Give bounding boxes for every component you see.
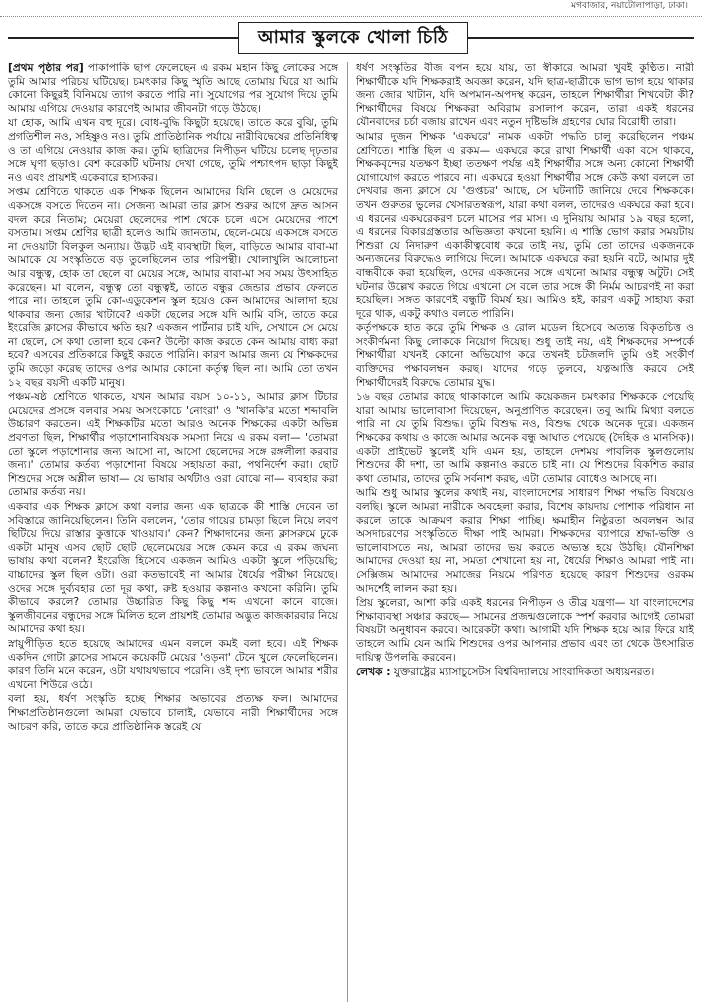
paragraph: যা হোক, আমি এখন বহু দূরে। বোধ-বুদ্ধি কিছুটা হয়েছে। তাতে করে বুঝি, তুমি প্রগতিশীল নও, সহিষ্ণুও নও। তুমি প্রাতিষ্ঠানিক পর্যায়ে নারীবিদ্বেষের প্রতিনিধিত্ব ও তা এগিয়ে নেওয়ার কাজ কর। তুমি ছাত্রিদের নিপীড়ন ঘটিয়ে চলেছ দৃঢ়তার সঙ্গে ঘৃণা ছড়াও। বেশ করেকটি ঘটনায় দেখা গেছে, তুমি পশ্চাৎপদ ছাড়া কিছুই নও এবং প্রায়শই একেবারে হাস্যকর। bbox=[8, 117, 338, 184]
paragraph: ১৬ বছর তোমার কাছে থাকাকালে আমি কয়েকজন চমৎকার শিক্ষককে পেয়েছি যারা আমায় ভালোবাসা দিয়েছেন, অনুপ্রাণিত করেছেন। তবু আমি মিথ্যা বলতে পারি না যে তুমি বিশুদ্ধ। তুমি বিশুদ্ধ নও, বিশুদ্ধ থেকে অনেক দূরে। একজন শিক্ষকের কথায় ও কাজে আমার অনেক বন্ধু আঘাত পেয়েছে (দৈহিক ও মানসিক)। একটা প্রাইভেট স্কুলেই যদি এমন হয়, তাহলে দেশময় পাবলিক স্কুলগুলোয় শিশুদের কী দশা, তা আমি কল্পনাও করতে চাই না। যে শিশুদের বিকশিত করার কথা তোমার, তাদের তুমি সর্বনাশ করছ, এটা তোমার বোধেও আসছে না। bbox=[356, 391, 694, 485]
paragraph: পঞ্চম-ষষ্ঠ শ্রেণিতে থাকতে, যখন আমার বয়স ১০-১১, আমার ক্লাস টিচার মেয়েদের প্রসঙ্গে বলবার সময় অসংকোচে 'নোংরা' ও 'খানকি'র মতো শব্দাবলি উচ্চারণ করতেন। এই শিক্ষকটির মতো আরও অনেক শিক্ষকের একটা অভিন্ন প্রবণতা ছিল, শিক্ষার্থীর পড়াশোনাবিষয়ক সমস্যা নিয়ে এ রকম বলা— 'তোমরা তো স্কুলে পড়াশোনার জন্য আসো না, আসো ছেলেদের সঙ্গে রঙ্গলীলা করবার জন্য।' তোমার কর্তব্য পড়াশোনা বিষয়ে সহায়তা করা, পথনির্দেশ করা। ছোট শিশুদের সঙ্গে অশ্লীল ভাষা— যে ভাষার অর্থটাও ওরা বোঝে না— ব্যবহার করা তোমার কর্তব্য নয়। bbox=[8, 391, 338, 499]
article-title: আমার স্কুলকে খোলা চিঠি bbox=[238, 22, 468, 54]
author-text: যুক্তরাষ্ট্রের ম্যাসাচুসেটস বিশ্ববিদ্যালয়ে সাংবাদিকতা অধ্যয়নরত। bbox=[393, 666, 655, 679]
paragraph: ধর্ষণ সংস্কৃতির বীজ বপন হয়ে যায়, তা স্বীকারে আমরা খুবই কুণ্ঠিত। নারী শিক্ষার্থীকে যদি শিক্ষকরাই অবজ্ঞা করেন, যদি ছাত্র-ছাত্রীকে ভাগ ভাগ হয়ে থাকার জন্য জোর খাটান, যদি অপমান-অপদস্থ করেন, তাহলে শিক্ষার্থীরা শিখবেটা কী? শিক্ষার্থীদের বিষয়ে শিক্ষকরা অবিরাম রসালাপ করেন, তারা একই ধরনের যৌনবাদের চর্চা বজায় রাখেন এবং নতুন দৃষ্টিভঙ্গি গ্রহণের ঘোর বিরোধী তারা। bbox=[356, 62, 694, 129]
paragraph-text: পাকাপাকি ছাপ ফেলেছেন এ রকম মহান কিছু লোকের সঙ্গে তুমি আমার পরিচয় ঘটিয়েছ। চমৎকার কিছু স্মৃতি আছে তোমায় ঘিরে যা আমি কোনো কিছুরই বিনিময়ে ত্যাগ করতে পারি না। সুযোগের পর সুযোগ দিয়ে তুমি আমায় এগিয়ে দেওয়ার কারণেই আমার জীবনটা গড়ে উঠছে। bbox=[8, 62, 338, 115]
paragraph: প্রিয় স্কুলেরা, আশা করি একই ধরনের নিপীড়ন ও তীব্র যন্ত্রণা— যা বাংলাদেশের শিক্ষাব্যবস্থা সঞ্চার করছে— সামনের প্রজন্মগুলোকে স্পর্শ করবার আগেই তোমরা বিষয়টা অনুধাবন করবে। আরেকটা কথা। আগামী যদি শিক্ষক হয়ে আর ফিরে যাই তাহলে আমি যেন আমি শিশুদের ওপর আপনার প্রভাব এবং তা থেকে উৎসারিত দায়িত্ব উপলব্ধি করবেন। bbox=[356, 597, 694, 664]
paragraph bbox=[8, 62, 338, 116]
paragraph: স্নায়ুপীড়িত হতে হয়েছে আমাদের এমন বললে কমই বলা হবে। এই শিক্ষক একদিন গোটা ক্লাসের সামনে কয়েকটি মেয়ের 'ওড়না' টেনে খুলে ফেলেছিলেন। কারণ তিনি মনে করেন, ওটা যথাযথভাবে পরেনি। ওই দৃশ্য ভাবলে আমার শরীর এখনো শিউরে ওঠে। bbox=[8, 637, 338, 691]
author-label: লেখক : bbox=[356, 666, 391, 679]
paragraph: বলা হয়, ধর্ষণ সংস্কৃতি হচ্ছে শিক্ষার অভাবের প্রত্যক্ষ ফল। আমাদের শিক্ষাপ্রতিষ্ঠানগুলো আমরা যেভাবে চালাই, যেভাবে নারী শিক্ষার্থীদের সঙ্গে আচরণ করি, তাতে করে প্রাতিষ্ঠানিক স্তরেই যে bbox=[8, 693, 338, 733]
paragraph: আমার দুজন শিক্ষক 'একঘরে' নামক একটা পদ্ধতি চালু করেছিলেন পঞ্চম শ্রেণিতে। শাস্তি ছিল এ রকম— একঘরে করে রাখা শিক্ষার্থী একা বসে থাকবে, শিক্ষকবৃন্দের যতক্ষণ ইচ্ছা ততক্ষণ পর্যন্ত এই শিক্ষার্থীর সঙ্গে অন্য কোনো শিক্ষার্থী যোগাযোগ করতে পারবে না। একঘরে হওয়া শিক্ষার্থীর সঙ্গে কেউ কথা বললে তা দেখবার জন্য ক্লাসে যে 'গুপ্তচর' আছে, সে ঘটনাটি জানিয়ে দেবে শিক্ষককে। তখন গুরুতর ভুলের খেসারতস্বরূপ, যারা কথা বলল, তাদেরও একঘরে করা হবে। এ ধরনের একঘরেকরণ চলে মাসের পর মাস। এ দুনিয়ায় আমার ১৯ বছর হলো, এ ধরনের বিকারগ্রস্ততার অভিজ্ঞতা কখনো হয়নি। এ শাস্তি ভোগ করার সময়টায় শিশুরা যে নিদারুণ একাকীত্ববোধ করে তাই নয়, তুমি তো তাদের একজনকে অন্যজনের বিরুদ্ধেও লাগিয়ে দিলে। আমাকে একঘরে করা হয়নি বটে, আমার দুই বান্ধবীকে করা হয়েছিল, ওদের একজনের সঙ্গে এখনো আমার বন্ধুত্ব অটুট। সেই ঘটনার উল্লেখ করতে গিয়ে এখনো সে বলে তার সঙ্গে কী নির্মম আচরণই না করা হয়েছিল। সঙ্গত কারণেই বন্ধুটি বিমর্ষ হয়। আমিও হই, কারণ একটু সাহায্য করা দূরে থাক, একটু কথাও বলতে পারিনি। bbox=[356, 130, 694, 320]
paragraph: আমি শুধু আমার স্কুলের কথাই নয়, বাংলাদেশের সাধারণ শিক্ষা পদ্ধতি বিষয়েও বলছি। স্কুলে আমরা নারীকে অবহেলা করার, বিশেষ কায়দায় পোশাক পরিধান না করলে তাকে আক্রমণ করার শিক্ষা পাচ্ছি। ক্ষমাহীন নিষ্ঠুরতা অবলম্বন আর অসদাচরণের সংস্কৃতিতে দীক্ষা পাই আমরা। শিক্ষকদের ব্যাপারে শ্রদ্ধা-ভক্তি ও ভালোবাসতে নয়, আমরা তাদের ভয় করতে অভ্যস্ত হয়ে উঠছি। যৌনশিক্ষা আমাদের দেওয়া হয় না, সমতা শেখানো হয় না, ধৈর্যের শিক্ষাও আমরা পাই না। সেক্সিজম আমাদের সমাজের নিয়মে পরিণত হয়েছে কারণ শিশুদের ওরকম আদর্শেই লালন করা হয়। bbox=[356, 487, 694, 595]
paragraph: একবার এক শিক্ষক ক্লাসে কথা বলার জন্য এক ছাত্রকে কী শাস্তি দেবেন তা সবিস্তারে জানিয়েছিলেন। তিনি বললেন, 'তোর গায়ের চামড়া ছিলে নিয়ে লবণ ছিটিয়ে দিয়ে রাস্তার কুত্তাকে খাওয়াব।' কেন? শিক্ষাদানের জন্য ক্লাসরুমে ঢুকে একটা মানুষ এসব ছোট ছোট ছেলেমেয়ের সঙ্গে কেমন করে এ রকম জঘন্য ভাষায় কথা বলেন? ইংরেজি হিসেবে একজন আমিও একটা স্কুলে পড়িয়েছি; বাচ্চাদের স্কুল ছিল ওটা। ওরা কতভাবেই না আমার ধৈর্যের পরীক্ষা নিয়েছে। ওদের সঙ্গে দুর্ব্যবহার তো দূর কথা, রুষ্ট হওয়ার কল্পনাও কখনো করিনি। তুমি কীভাবে করলে? তোমার উচ্চারিত কিছু কিছু শব্দ এখনো কানে বাজে। স্কুলজীবনের বন্ধুদের সঙ্গে মিলিত হলে প্রায়শই তোমার অদ্ভুত কাজকারবার নিয়ে আমাদের কথা হয়। bbox=[8, 501, 338, 636]
column-divider bbox=[347, 62, 348, 1002]
paragraph: সপ্তম শ্রেণিতে থাকতে এক শিক্ষক ছিলেন আমাদের যিনি ছেলে ও মেয়েদের একসঙ্গে বসতে দিতেন না। সেজন্য আমরা তার ক্লাস শুরুর আগে দ্রুত আসন বদল করে নিতাম; মেয়েরা ছেলেদের পাশ থেকে চলে এসে মেয়েদের পাশে বসতাম। সপ্তম শ্রেণির ছাত্রী হলেও আমি জানতাম, ছেলে-মেয়ে একসঙ্গে বসতে না দেওয়াটা বিলকুল অন্যায়। উদ্ভট এই ব্যবস্থাটা ছিল, বাড়িতে আমার বাবা-মা আমাকে যে সংস্কৃতিতে বড় তুলেছিলেন তার পরিপন্থী। খোলাখুলি আলোচনা আর বন্ধুত্ব, হোক তা ছেলে বা মেয়ের সঙ্গে, আমার বাবা-মা সব সময় উৎসাহিত করেছেন। মা বলেন, বন্ধুত্ব তো বন্ধুত্বই, তাতে বন্ধুর জেন্ডার প্রভাব ফেলতে পারে না। তাহলে তুমি কো-এডুকেশন স্কুল হয়েও কেন আমাদের আলাদা হয়ে থাকবার জন্য জোর খাটাবে? একটা ছেলের সঙ্গে যদি আমি বসি, তাতে করে ইংরেজি ক্লাসের কীভাবে ক্ষতি হয়? একজন পার্টনার চাই যদি, সেখানে সে মেয়ে না ছেলে, সে কথা তোলা হবে কেন? উল্টো কাজ করতে কেন আমায় বাধ্য করা হবে? এসবের প্রতিকারে কিছুই করতে পারিনি। কারণ আমার জন্য যে শিক্ষকদের তুমি জড়ো করেছ তাদের ওপর আমার কোনো কর্তৃত্ব ছিল না। আমি তো তখন ১২ বছর বয়সী একটি মানুষ। bbox=[8, 186, 338, 389]
author-note bbox=[356, 666, 694, 680]
continuation-marker: [প্রথম পৃষ্ঠার পর] bbox=[8, 62, 84, 74]
top-bar bbox=[0, 0, 702, 17]
paragraph: কর্তৃপক্ষকে হাত করে তুমি শিক্ষক ও রোল মডেল হিসেবে অত্যন্ত বিকৃতচিত্ত ও সংকীর্ণমনা কিছু লোককে নিয়োগ দিয়েছ। শুধু তাই নয়, এই শিক্ষকদের সম্পর্কে শিক্ষার্থীরা যখনই কোনো অভিযোগ করে তখনই চটজলদি তুমি ওই সংকীর্ণ ব্যক্তিদের পক্ষাবলম্বন করছ। যাদের গড়ে তুলবে, যত্নআত্তি করবে সেই শিক্ষার্থীদেরই বিরুদ্ধে তোমার যুদ্ধ। bbox=[356, 322, 694, 389]
left-column bbox=[8, 62, 338, 1002]
header-place: মগবাজার, নয়াটোলাপাড়া, ঢাকা। bbox=[571, 1, 688, 11]
headline-area bbox=[8, 20, 694, 56]
right-column bbox=[356, 62, 694, 1002]
